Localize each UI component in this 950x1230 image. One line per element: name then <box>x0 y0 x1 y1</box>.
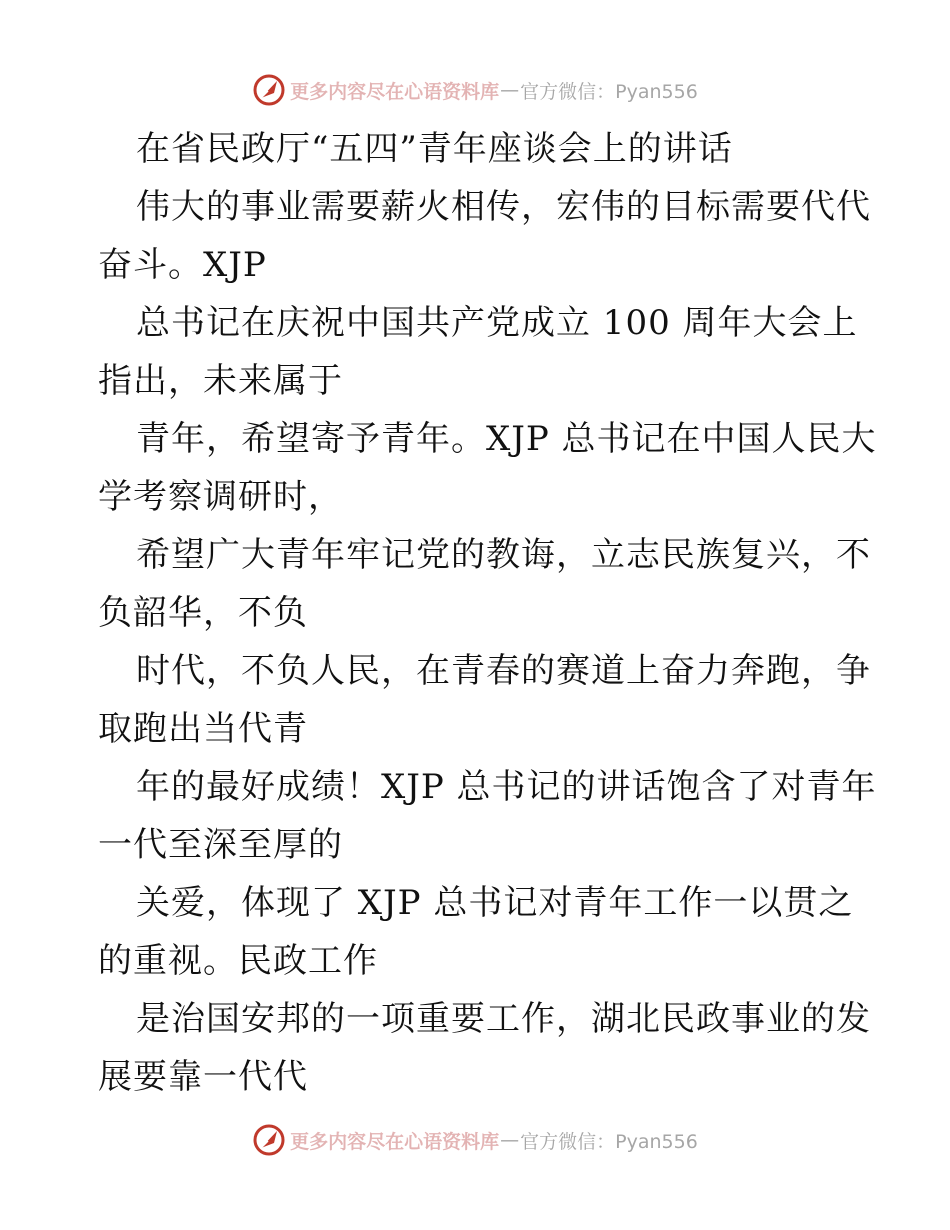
paragraph-line: 的重视。民政工作 <box>98 941 378 981</box>
paragraph-line: 时代，不负人民，在青春的赛道上奋力奔跑，争 <box>136 651 871 691</box>
banner-dash: — <box>500 79 520 101</box>
paragraph-line: 是治国安邦的一项重要工作，湖北民政事业的发 <box>136 999 871 1039</box>
paragraph-line: 年的最好成绩！XJP 总书记的讲话饱含了对青年 <box>136 767 877 807</box>
banner-site-text: 更多内容尽在心语资料库 <box>290 1130 500 1153</box>
paragraph-line: 一代至深至厚的 <box>98 825 343 865</box>
paragraph-line: 关爱，体现了 XJP 总书记对青年工作一以贯之 <box>136 883 854 923</box>
paragraph-line: 取跑出当代青 <box>98 709 308 749</box>
document-title: 在省民政厅“五四”青年座谈会上的讲话 <box>136 129 733 169</box>
paragraph-line: 展要靠一代代 <box>98 1057 308 1097</box>
footer-banner <box>0 1122 950 1158</box>
paragraph-line: 青年，希望寄予青年。XJP 总书记在中国人民大 <box>136 419 877 459</box>
paragraph-line: 指出，未来属于 <box>98 361 343 401</box>
banner-site-text: 更多内容尽在心语资料库 <box>290 80 500 103</box>
banner-dash: — <box>500 1129 520 1151</box>
banner-wechat-text: 官方微信：Pyan556 <box>520 80 698 103</box>
header-banner <box>0 72 950 108</box>
banner-wechat-text: 官方微信：Pyan556 <box>520 1130 698 1153</box>
paragraph-line: 负韶华，不负 <box>98 593 308 633</box>
paragraph-line: 奋斗。XJP <box>98 245 267 285</box>
quill-logo-icon <box>252 73 286 107</box>
paragraph-line: 伟大的事业需要薪火相传，宏伟的目标需要代代 <box>136 187 871 227</box>
paragraph-line: 总书记在庆祝中国共产党成立 100 周年大会上 <box>136 303 858 343</box>
paragraph-line: 学考察调研时， <box>98 477 343 517</box>
paragraph-line: 希望广大青年牢记党的教诲，立志民族复兴，不 <box>136 535 871 575</box>
quill-logo-icon <box>252 1123 286 1157</box>
